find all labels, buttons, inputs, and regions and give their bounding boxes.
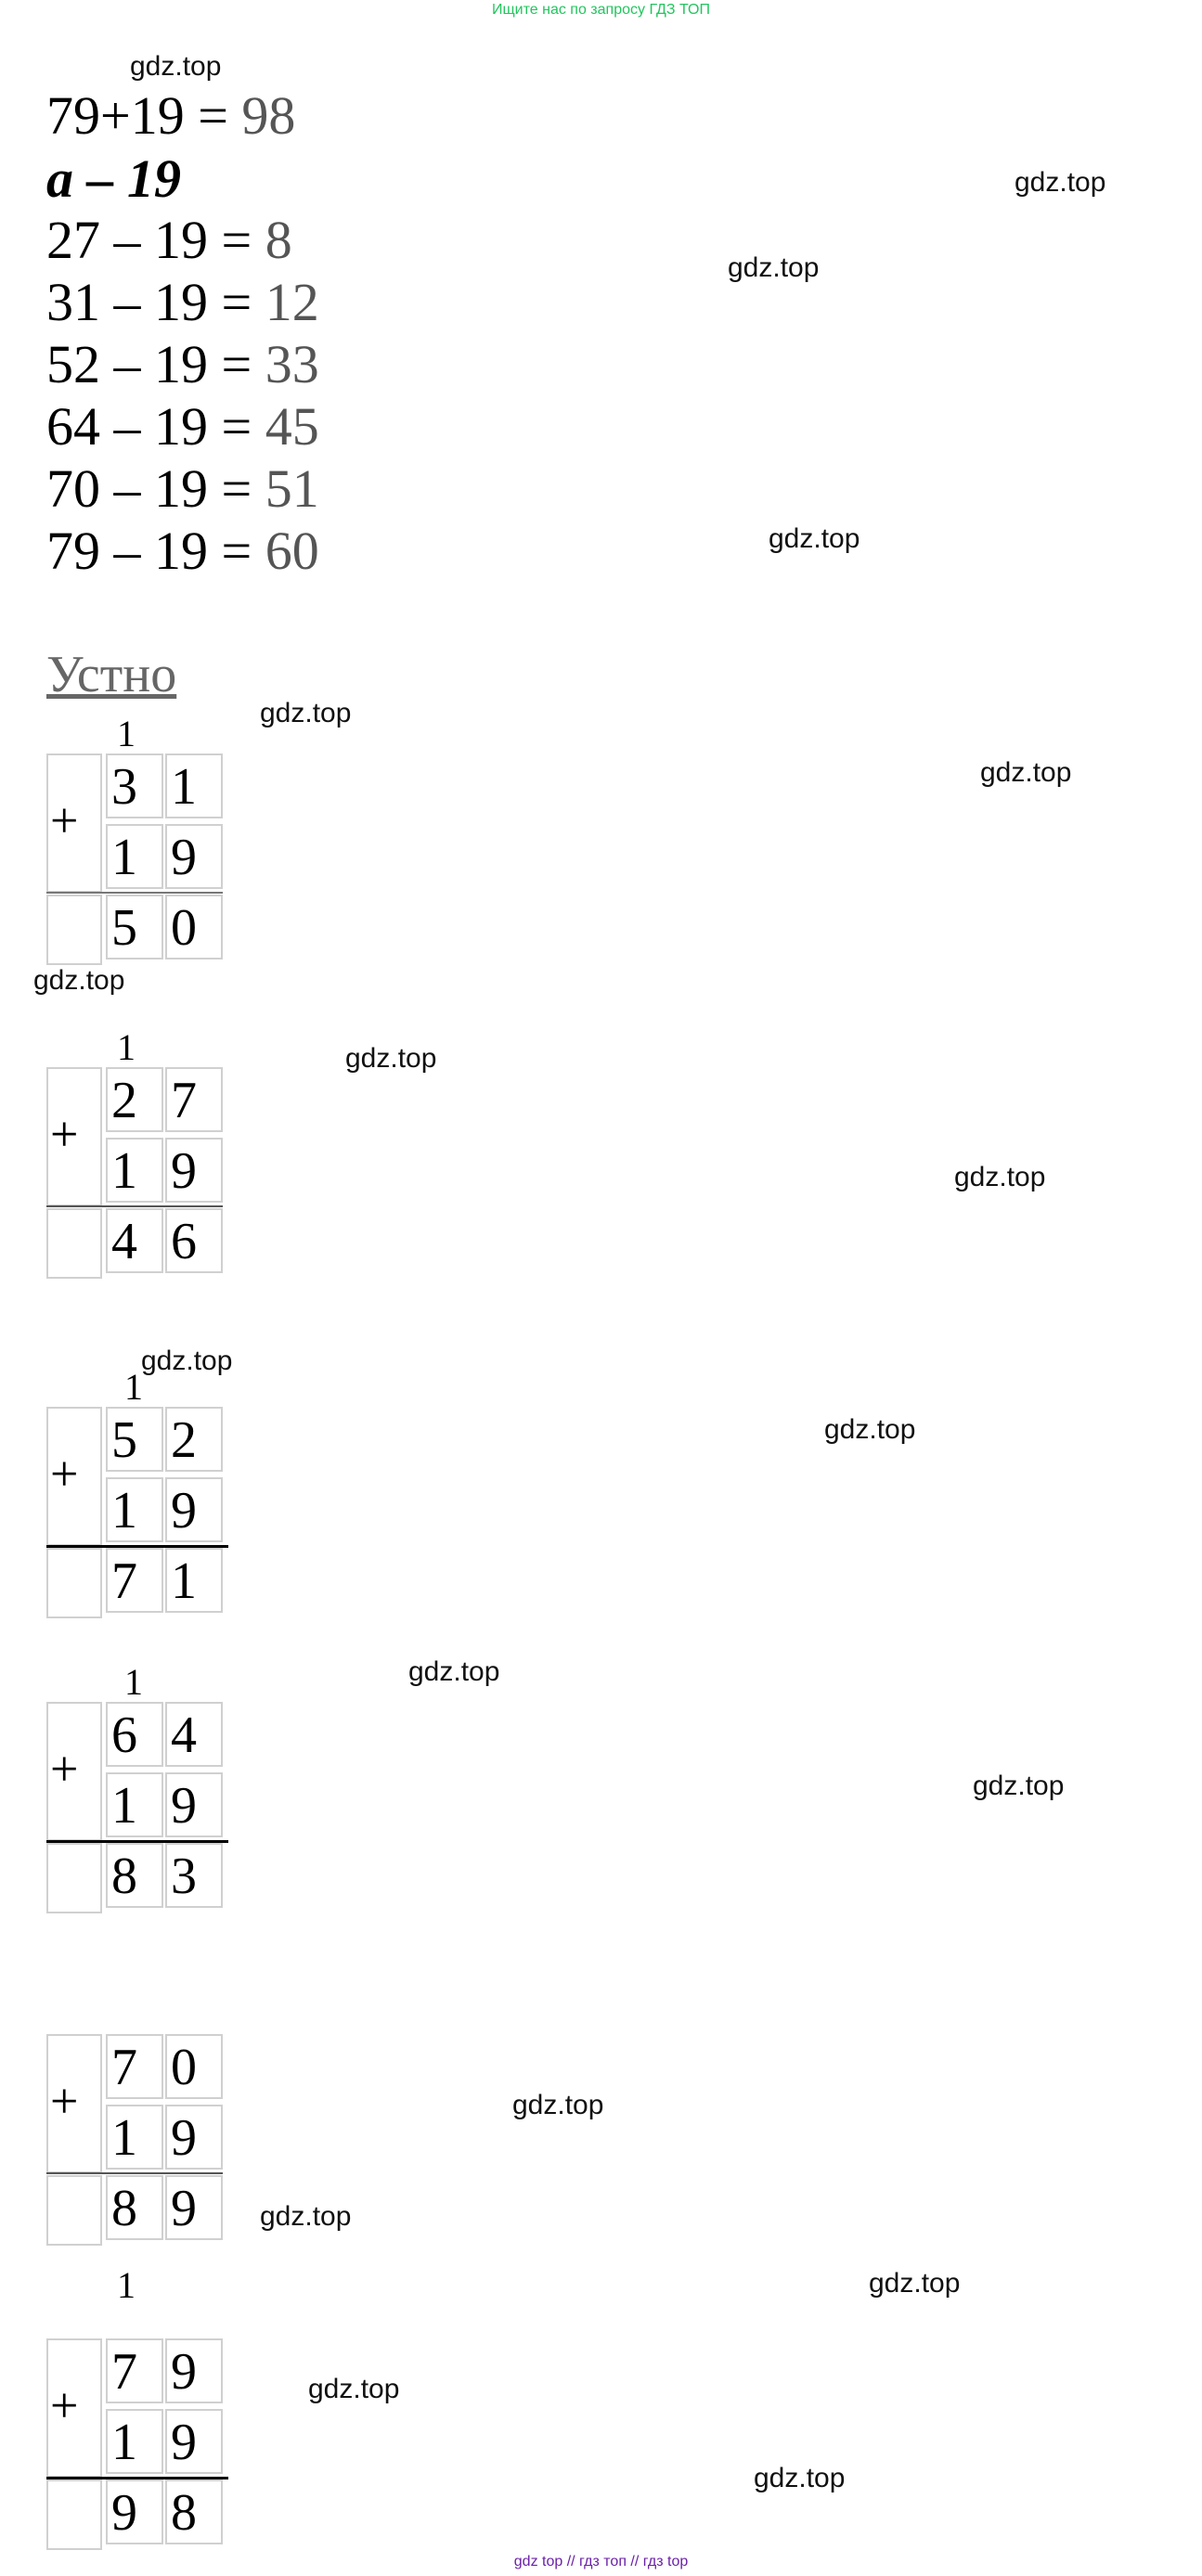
watermark: gdz.top: [824, 1414, 916, 1445]
column-addition: [46, 713, 232, 976]
watermark: gdz.top: [345, 1043, 437, 1074]
digit-cell: 5: [106, 895, 163, 960]
expression-heading: a – 19: [46, 148, 181, 209]
equation-result: 33: [265, 334, 319, 394]
plus-cell: [46, 1067, 102, 1206]
equation-expression: 27 – 19 =: [46, 210, 265, 270]
equation-expression: 31 – 19 =: [46, 272, 265, 332]
sum-line: [46, 2172, 223, 2174]
carry-digit: 1: [117, 2264, 136, 2306]
watermark: gdz.top: [512, 2090, 604, 2120]
section-title: Устно: [46, 646, 177, 703]
digit-cell: 1: [106, 1138, 163, 1203]
plus-cell: [46, 2034, 102, 2173]
equation-line: [46, 85, 295, 147]
equation-expression: 52 – 19 =: [46, 334, 265, 394]
digit-cell: 1: [106, 824, 163, 889]
digit-cell: 2: [165, 1407, 223, 1472]
watermark: gdz.top: [980, 757, 1072, 788]
watermark: gdz.top: [973, 1771, 1065, 1801]
watermark: gdz.top: [141, 1346, 233, 1376]
equation-result: 51: [265, 458, 319, 519]
digit-cell: 1: [165, 753, 223, 818]
watermark: gdz.top: [130, 51, 222, 82]
digit-cell: 7: [106, 1548, 163, 1613]
plus-cell: [46, 1407, 102, 1546]
equation-expression: 70 – 19 =: [46, 458, 265, 519]
sum-line: [46, 1840, 228, 1843]
empty-cell: [46, 1548, 102, 1618]
equation-result: 60: [265, 521, 319, 581]
digit-cell: 9: [165, 2338, 223, 2403]
column-addition: [46, 1026, 232, 1290]
plus-sign: +: [50, 1106, 79, 1162]
plus-sign: +: [50, 2377, 79, 2433]
watermark: gdz.top: [33, 965, 125, 996]
plus-cell: [46, 1702, 102, 1841]
sum-line: [46, 1545, 228, 1548]
digit-cell: 7: [106, 2034, 163, 2099]
digit-cell: 8: [165, 2479, 223, 2544]
equation-expression: 79+19 =: [46, 85, 242, 146]
equation-line: [46, 334, 319, 395]
digit-cell: 9: [165, 1477, 223, 1542]
carry-digit: 1: [124, 1366, 143, 1408]
watermark: gdz.top: [408, 1656, 500, 1687]
digit-cell: 2: [106, 1067, 163, 1132]
equation-line: [46, 458, 319, 520]
digit-cell: 9: [165, 2175, 223, 2240]
carry-digit: 1: [117, 1026, 136, 1068]
digit-cell: 1: [106, 2409, 163, 2474]
watermark: gdz.top: [728, 252, 820, 283]
sum-line: [46, 2477, 228, 2479]
equation-expression: 79 – 19 =: [46, 521, 265, 581]
empty-cell: [46, 1208, 102, 1279]
digit-cell: 9: [165, 1138, 223, 1203]
column-addition: [46, 2034, 232, 2257]
digit-cell: 6: [106, 1702, 163, 1767]
equation-result: 8: [265, 210, 292, 270]
column-addition: [46, 2264, 232, 2561]
empty-cell: [46, 895, 102, 965]
watermark: gdz.top: [308, 2374, 400, 2404]
digit-cell: 0: [165, 895, 223, 960]
digit-cell: 1: [106, 1772, 163, 1837]
digit-cell: 9: [106, 2479, 163, 2544]
digit-cell: 9: [165, 1772, 223, 1837]
digit-cell: 8: [106, 1843, 163, 1908]
digit-cell: 4: [165, 1702, 223, 1767]
column-addition: [46, 1366, 232, 1629]
plus-cell: [46, 2338, 102, 2478]
watermark: gdz.top: [769, 523, 860, 554]
digit-cell: 9: [165, 824, 223, 889]
sum-line: [46, 1205, 223, 1207]
plus-sign: +: [50, 2073, 79, 2129]
top-banner[interactable]: Ищите нас по запросу ГДЗ ТОП: [492, 2, 710, 18]
digit-cell: 9: [165, 2105, 223, 2170]
digit-cell: 7: [165, 1067, 223, 1132]
carry-digit: 1: [124, 1661, 143, 1703]
empty-cell: [46, 2175, 102, 2246]
digit-cell: 8: [106, 2175, 163, 2240]
watermark: gdz.top: [260, 698, 352, 728]
watermark: gdz.top: [1015, 167, 1106, 198]
digit-cell: 1: [106, 2105, 163, 2170]
watermark: gdz.top: [260, 2201, 352, 2232]
carry-digit: 1: [117, 713, 136, 754]
digit-cell: 1: [165, 1548, 223, 1613]
empty-cell: [46, 1843, 102, 1913]
equation-line: [46, 521, 319, 582]
plus-sign: +: [50, 792, 79, 848]
footer-links[interactable]: gdz top // гдз топ // гдз top: [513, 2554, 689, 2570]
digit-cell: 3: [106, 753, 163, 818]
watermark: gdz.top: [954, 1162, 1046, 1192]
empty-cell: [46, 2479, 102, 2550]
plus-cell: [46, 753, 102, 893]
watermark: gdz.top: [754, 2463, 846, 2493]
equation-result: 98: [241, 85, 296, 146]
equation-result: 12: [265, 272, 319, 332]
plus-sign: +: [50, 1446, 79, 1501]
digit-cell: 4: [106, 1208, 163, 1273]
equation-line: [46, 210, 292, 271]
digit-cell: 1: [106, 1477, 163, 1542]
equation-result: 45: [265, 396, 319, 457]
equation-line: [46, 396, 319, 457]
digit-cell: 3: [165, 1843, 223, 1908]
plus-sign: +: [50, 1741, 79, 1797]
digit-cell: 5: [106, 1407, 163, 1472]
digit-cell: 7: [106, 2338, 163, 2403]
column-addition: [46, 1661, 232, 1925]
digit-cell: 9: [165, 2409, 223, 2474]
equation-expression: 64 – 19 =: [46, 396, 265, 457]
watermark: gdz.top: [869, 2268, 961, 2299]
digit-cell: 0: [165, 2034, 223, 2099]
digit-cell: 6: [165, 1208, 223, 1273]
sum-line: [46, 892, 223, 894]
equation-line: [46, 272, 319, 333]
